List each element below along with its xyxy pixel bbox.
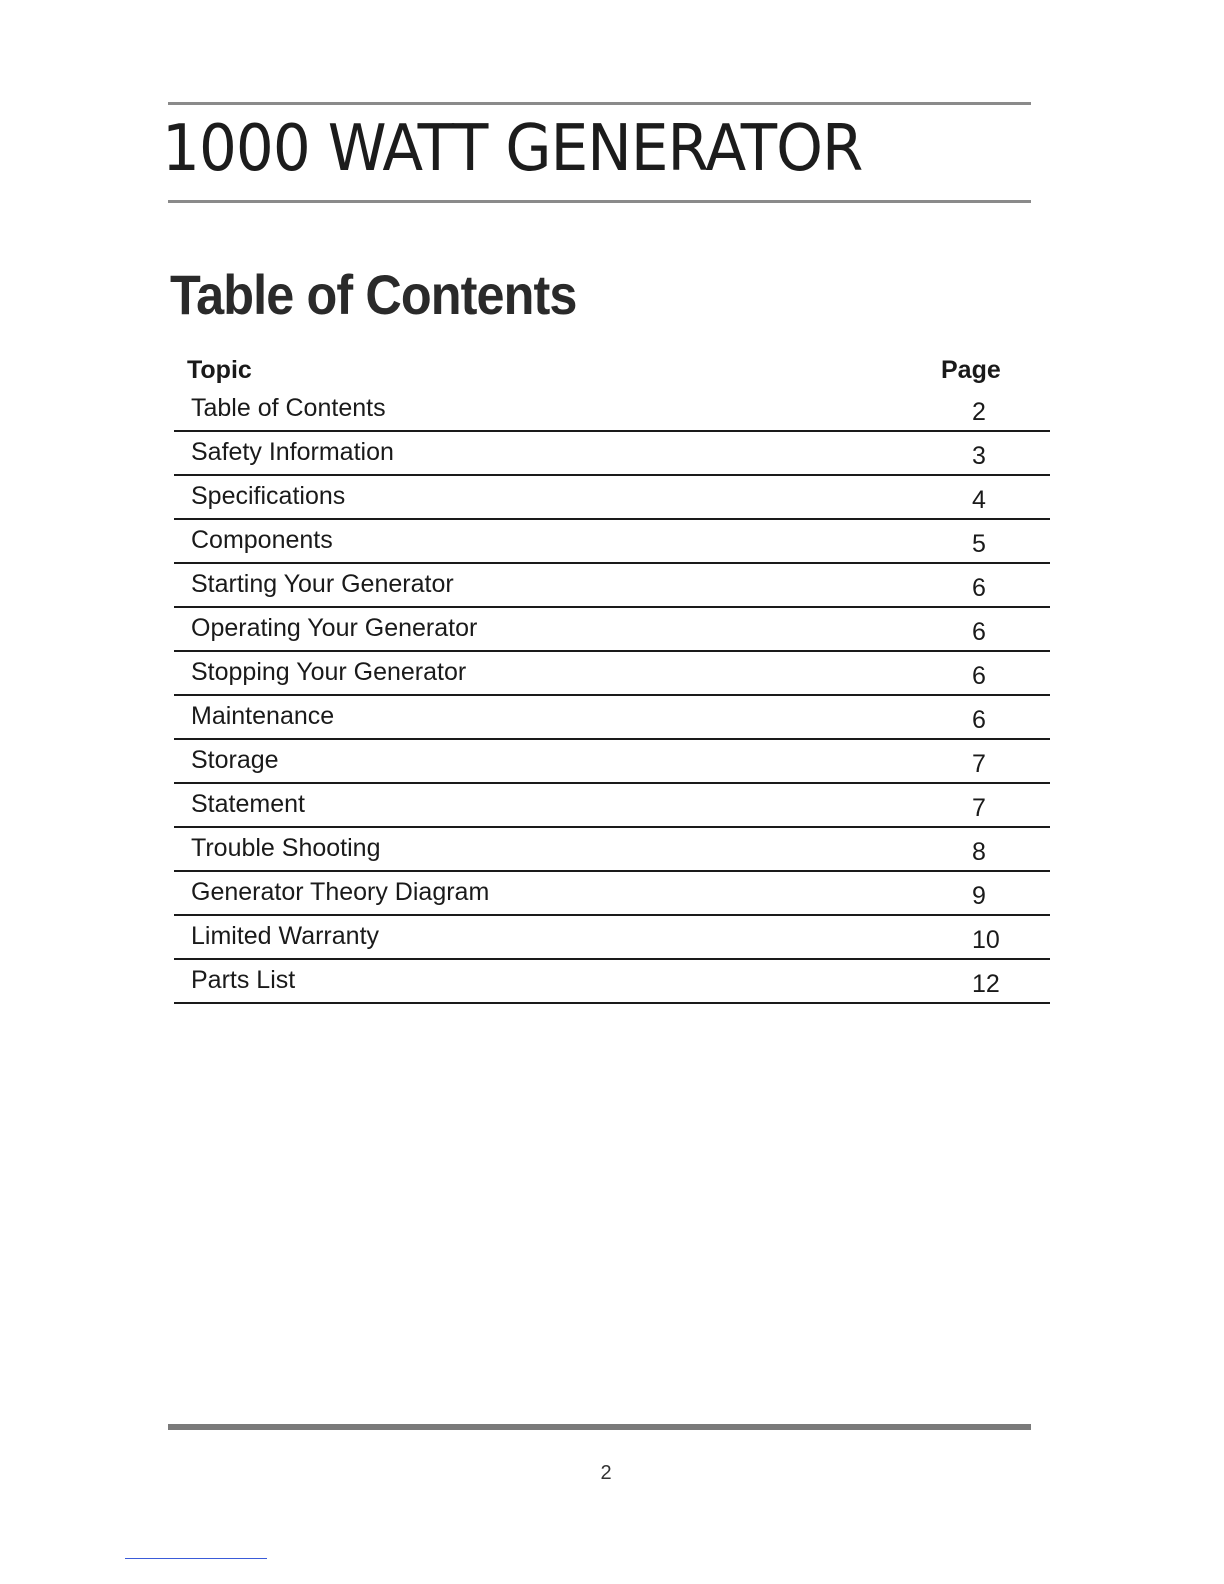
toc-topic: Statement — [191, 790, 305, 818]
topic-column-header: Topic — [187, 356, 252, 384]
toc-page-number: 6 — [972, 574, 986, 602]
toc-page-number: 12 — [972, 970, 1000, 998]
toc-topic: Operating Your Generator — [191, 614, 478, 642]
toc-topic: Limited Warranty — [191, 922, 380, 950]
toc-topic: Starting Your Generator — [191, 570, 454, 598]
toc-row — [174, 608, 1050, 652]
title-top-rule — [168, 102, 1031, 105]
toc-row — [174, 828, 1050, 872]
section-heading: Table of Contents — [170, 263, 577, 326]
toc-row — [174, 652, 1050, 696]
toc-page-number: 6 — [972, 618, 986, 646]
toc-page-number: 6 — [972, 706, 986, 734]
toc-page-number: 3 — [972, 442, 986, 470]
toc-topic: Components — [191, 526, 333, 554]
scan-edge-line — [125, 1558, 267, 1559]
document-title: 1000 WATT GENERATOR — [162, 112, 863, 186]
toc-page-number: 8 — [972, 838, 986, 866]
toc-row — [174, 784, 1050, 828]
toc-page-number: 6 — [972, 662, 986, 690]
title-bottom-rule — [168, 200, 1031, 203]
toc-row — [174, 696, 1050, 740]
footer-rule — [168, 1424, 1031, 1430]
toc-page-number: 2 — [972, 398, 986, 426]
page-column-header: Page — [941, 356, 1001, 384]
toc-topic: Trouble Shooting — [191, 834, 381, 862]
page-number: 2 — [600, 1462, 612, 1484]
toc-table — [174, 388, 1050, 1004]
toc-page-number: 5 — [972, 530, 986, 558]
toc-row — [174, 432, 1050, 476]
toc-page-number: 4 — [972, 486, 986, 514]
toc-topic: Parts List — [191, 966, 296, 994]
toc-row — [174, 520, 1050, 564]
toc-topic: Specifications — [191, 482, 346, 510]
toc-page-number: 9 — [972, 882, 986, 910]
toc-row — [174, 916, 1050, 960]
toc-topic: Table of Contents — [191, 394, 386, 422]
toc-page-number: 7 — [972, 794, 986, 822]
toc-page-number: 10 — [972, 926, 1000, 954]
toc-topic: Maintenance — [191, 702, 335, 730]
toc-page-number: 7 — [972, 750, 986, 778]
toc-row — [174, 476, 1050, 520]
toc-topic: Safety Information — [191, 438, 394, 466]
toc-row — [174, 872, 1050, 916]
toc-row — [174, 388, 1050, 432]
toc-row — [174, 564, 1050, 608]
toc-topic: Stopping Your Generator — [191, 658, 467, 686]
toc-topic: Generator Theory Diagram — [191, 878, 490, 906]
toc-row — [174, 960, 1050, 1004]
toc-topic: Storage — [191, 746, 279, 774]
toc-row — [174, 740, 1050, 784]
